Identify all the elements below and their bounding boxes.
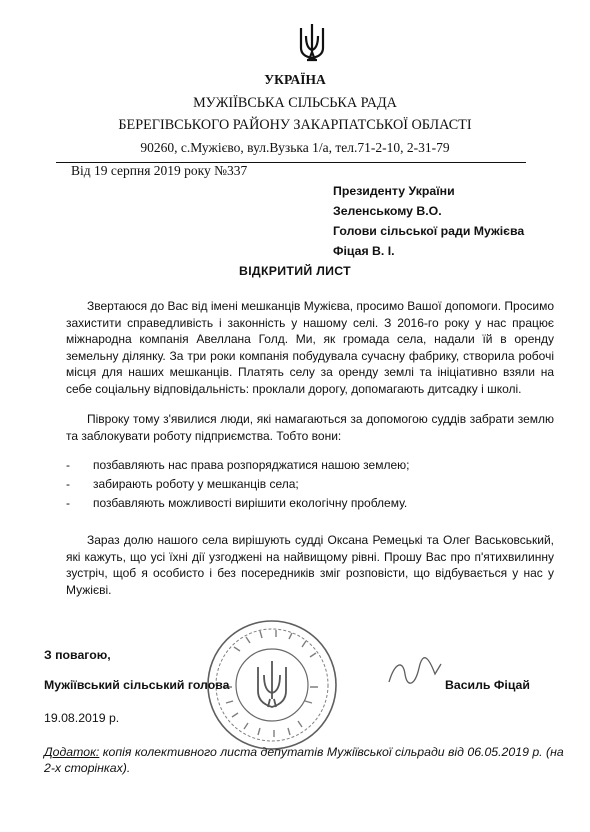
bullet-marker: - — [66, 458, 70, 472]
complaint-list — [66, 456, 536, 513]
list-item-text: забирають роботу у мешканців села; — [93, 477, 299, 491]
body-paragraph: Зараз долю нашого села вирішують судді Оксана Ремецькі та Олег Васьковський, які кажуть, що усі їхні дії узгоджені на найвищому рівні. Прошу Вас про п'ятихвилинну зустріч, щоб я особисто і без посередників зміг розповісти, що відбувається у нас у Мужієві. — [66, 533, 554, 597]
council-heading: МУЖІЇВСЬКА СІЛЬСЬКА РАДА — [193, 95, 397, 111]
recipient-line: Голови сільської ради Мужієва — [333, 224, 525, 238]
signatory-title: Мужіївський сільський голова — [44, 678, 230, 692]
attachment-label: Додаток: — [44, 745, 100, 759]
bullet-marker: - — [66, 477, 70, 491]
handwritten-signature — [385, 652, 445, 692]
attachment-text: копія колективного листа депутатів Мужіївської сільради від 06.05.2019 р. (на 2-х сторінках). — [44, 745, 564, 775]
bullet-marker: - — [66, 496, 70, 510]
council-address: 90260, с.Мужієво, вул.Вузька 1/а, тел.71-2-10, 2-31-79 — [140, 140, 450, 155]
letter-title: ВІДКРИТИЙ ЛИСТ — [239, 264, 351, 278]
list-item-text: позбавляють можливості вирішити екологічну проблему. — [93, 496, 408, 510]
recipient-line: Президенту України — [333, 184, 455, 198]
list-item — [66, 494, 536, 513]
signature-date: 19.08.2019 р. — [44, 711, 120, 725]
recipient-line: Фіцая В. І. — [333, 244, 395, 258]
official-seal — [204, 617, 340, 753]
document-reference: Від 19 серпня 2019 року №337 — [71, 163, 248, 178]
body-paragraph: Півроку тому з'явилися люди, які намагаються за допомогою суддів забрати землю та заблокувати роботу підприємства. Тобто вони: — [66, 412, 554, 443]
signatory-name: Василь Фіцай — [445, 678, 530, 692]
list-item-text: позбавляють нас права розпоряджатися нашою землею; — [93, 458, 410, 472]
country-heading: УКРАЇНА — [264, 72, 326, 87]
trident-emblem-icon — [297, 22, 327, 64]
district-heading: БЕРЕГІВСЬКОГО РАЙОНУ ЗАКАРПАТСЬКОЇ ОБЛАСТІ — [118, 117, 472, 133]
list-item — [66, 456, 536, 475]
recipient-line: Зеленському В.О. — [333, 204, 442, 218]
list-item — [66, 475, 536, 494]
closing-salutation: З повагою, — [44, 648, 111, 662]
body-paragraph: Звертаюся до Вас від імені мешканців Мужієва, просимо Вашої допомоги. Просимо захистити справедливість і законність у нашому селі. З 2016-го року у нас працює міжнародна компанія Авеллана Голд. Ми, як громада села, надали їй в оренду земельну ділянку. За три роки компанія побудувала сучасну фабрику, створила робочі місця для наших мешканців. Платять селу за оренду землі та ініціативно взяли на себе соціальну відповідальність: проклали дорогу, допомагають дитсадку і школі. — [66, 299, 554, 396]
